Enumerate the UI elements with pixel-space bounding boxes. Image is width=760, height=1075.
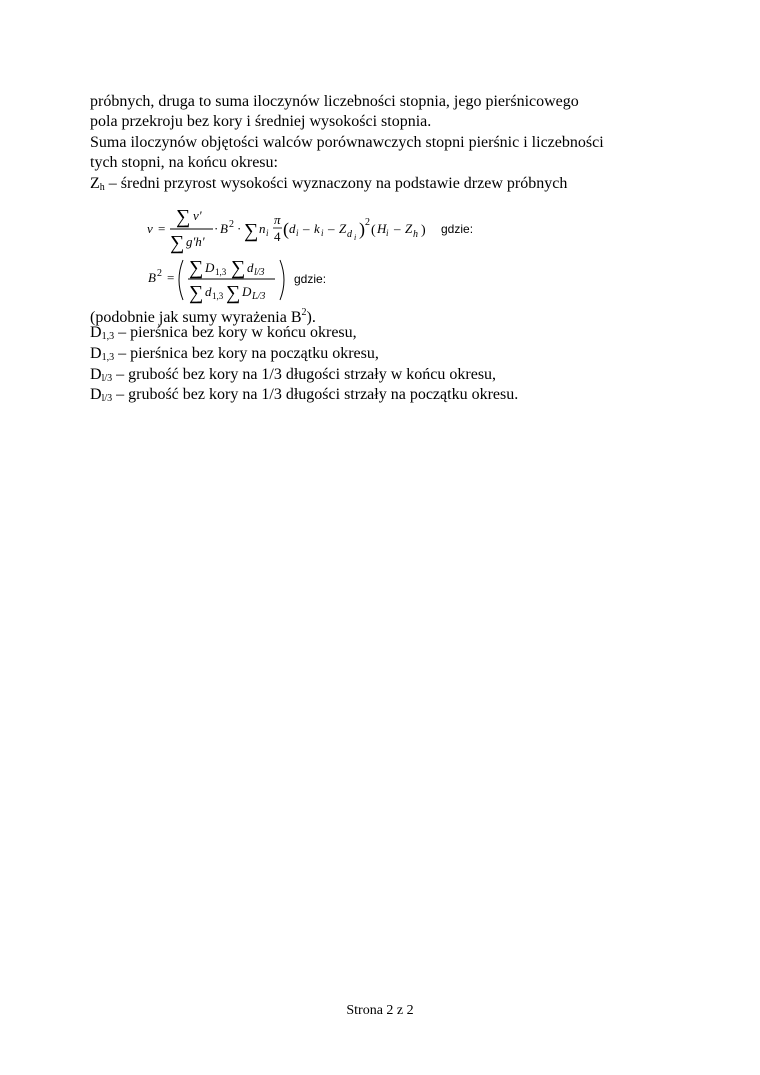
den-D-sub: L/3 xyxy=(252,291,266,302)
formula-lhs: v xyxy=(147,221,153,236)
def-symbol: D xyxy=(90,324,102,341)
sum-sign: ∑ xyxy=(189,257,204,279)
square-exponent: 2 xyxy=(365,217,370,228)
sum-sign: ∑ xyxy=(176,206,191,228)
def-subscript: 1,3 xyxy=(101,331,115,342)
sum-sign: ∑ xyxy=(244,220,259,242)
sum-sign: ∑ xyxy=(231,257,246,279)
fraction-denominator: g'h' xyxy=(186,234,205,249)
num-D: D xyxy=(205,260,215,275)
num-D-sub: 1,3 xyxy=(215,267,227,277)
sum-sign: ∑ xyxy=(226,282,241,304)
right-paren: ) xyxy=(421,223,426,238)
definition-dl3-start xyxy=(90,385,518,409)
note-superscript: 2 xyxy=(301,307,307,318)
z2-subscript: h xyxy=(413,229,418,240)
minus-sign: – xyxy=(394,221,401,236)
paragraph-line: Suma iloczynów objętości walców porównawczych stopni pierśnic i liczebności xyxy=(90,134,604,151)
def-symbol: D xyxy=(90,386,102,403)
right-paren: ) xyxy=(359,219,365,239)
left-paren: ( xyxy=(371,223,376,238)
zh-description: – średni przyrost wysokości wyznaczony na podstawie drzew próbnych xyxy=(104,175,568,192)
left-paren: ( xyxy=(283,219,289,239)
b2-exponent: 2 xyxy=(157,268,162,279)
dot-operator: · xyxy=(214,221,219,236)
note-end: ). xyxy=(306,309,316,326)
sum-sign: ∑ xyxy=(170,232,185,254)
def-description: – grubość bez kory na 1/3 długości strzały na początku okresu. xyxy=(112,386,519,403)
def-description: – grubość bez kory na 1/3 długości strzały w końcu okresu, xyxy=(112,366,497,383)
d-symbol: d xyxy=(289,221,296,236)
d-subscript: i xyxy=(296,228,299,238)
formula2-equals: = xyxy=(167,270,175,285)
z-subsubscript: i xyxy=(354,233,357,242)
n-symbol: n xyxy=(259,221,266,236)
h-subscript: i xyxy=(386,228,389,238)
fraction-numerator: v' xyxy=(193,208,202,223)
def-subscript: 1,3 xyxy=(101,352,115,363)
def-subscript: l/3 xyxy=(101,393,113,404)
minus-sign: – xyxy=(303,221,310,236)
k-subscript: i xyxy=(321,228,324,238)
den-D: D xyxy=(242,284,252,299)
paragraph-line: pola przekroju bez kory i średniej wysokości stopnia. xyxy=(90,113,432,130)
num-d: d xyxy=(247,260,254,275)
num-d-sub: l/3 xyxy=(254,267,265,278)
def-symbol: D xyxy=(90,345,102,362)
page-footer: Strona 2 z 2 xyxy=(346,1003,414,1018)
note-text: (podobnie jak sumy wyrażenia B xyxy=(90,309,302,326)
def-description: – pierśnica bez kory na początku okresu, xyxy=(114,345,379,362)
gdzie-label: gdzie: xyxy=(294,272,327,286)
z-symbol: Z xyxy=(339,221,347,236)
den-d: d xyxy=(205,284,212,299)
big-left-paren xyxy=(179,260,183,300)
big-right-paren xyxy=(280,260,284,300)
def-subscript: l/3 xyxy=(101,373,113,384)
paragraph-line: próbnych, druga to suma iloczynów liczebności stopnia, jego pierśnicowego xyxy=(90,93,579,110)
z2-symbol: Z xyxy=(405,221,413,236)
dot-operator: · xyxy=(237,221,242,236)
b2-symbol: B xyxy=(148,270,156,285)
k-symbol: k xyxy=(314,221,320,236)
sum-sign: ∑ xyxy=(189,282,204,304)
zh-symbol: Z xyxy=(90,175,100,192)
den-d-sub: 1,3 xyxy=(212,291,224,301)
n-subscript: i xyxy=(266,228,269,238)
gdzie-label: gdzie: xyxy=(441,222,474,236)
pi-symbol: π xyxy=(274,212,281,227)
def-symbol: D xyxy=(90,366,102,383)
z-subscript: d xyxy=(347,229,352,240)
minus-sign: – xyxy=(328,221,335,236)
b-exponent: 2 xyxy=(229,219,234,230)
four-digit: 4 xyxy=(274,229,281,244)
formula-equals: = xyxy=(158,221,166,236)
b-symbol: B xyxy=(220,221,228,236)
paragraph-line: tych stopni, na końcu okresu: xyxy=(90,154,278,171)
zh-subscript: h xyxy=(99,182,105,193)
h-symbol: H xyxy=(377,221,387,236)
def-description: – pierśnica bez kory w końcu okresu, xyxy=(114,324,357,341)
formula-volume xyxy=(0,0,760,320)
